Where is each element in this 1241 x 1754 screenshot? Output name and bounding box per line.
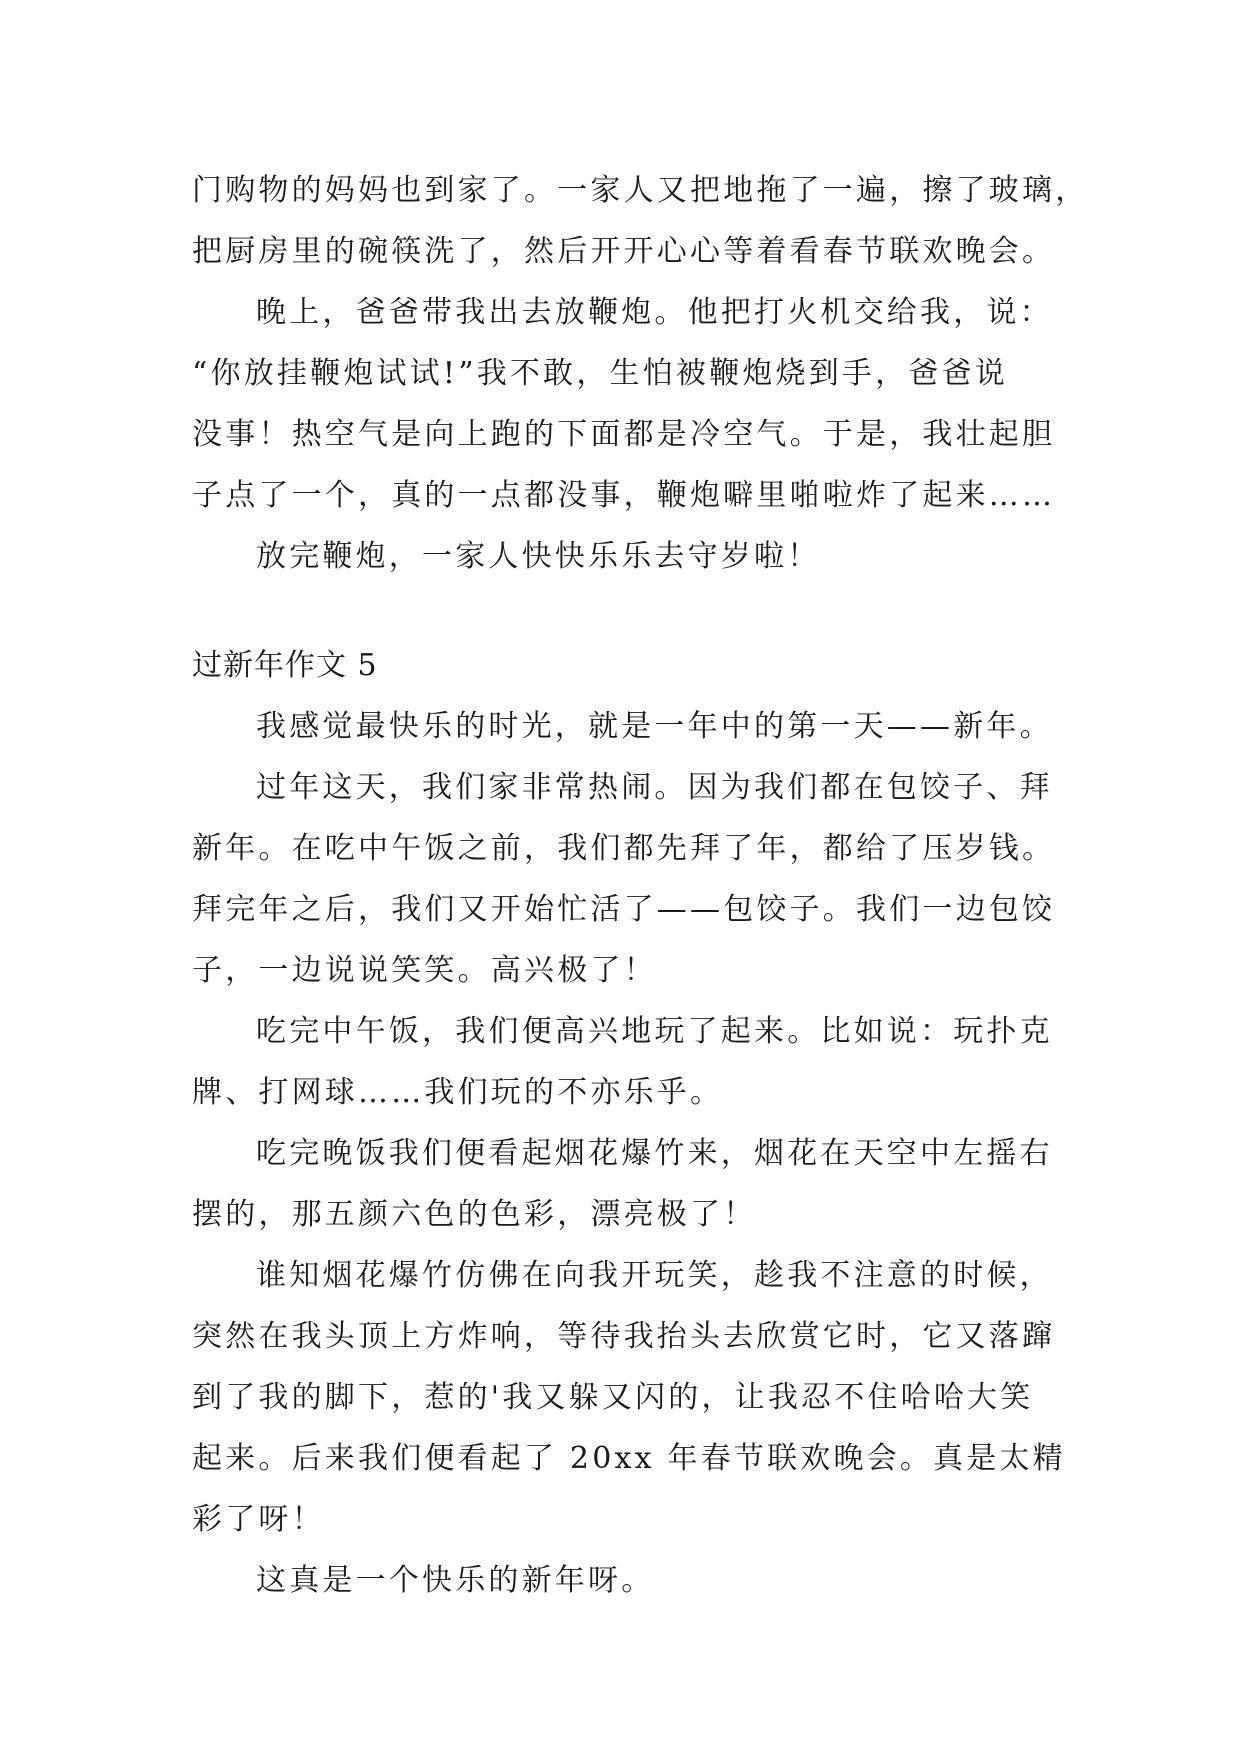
paragraph-start: 这真是一个快乐的新年呀。 [256, 1563, 655, 1598]
text-line: 摆的，那五颜六色的色彩，漂亮极了！ [192, 1197, 757, 1232]
paragraph-start: 晚上，爸爸带我出去放鞭炮。他把打火机交给我，说： [256, 295, 1053, 330]
text-line: 没事！热空气是向上跑的下面都是冷空气。于是，我壮起胆 [192, 417, 1056, 452]
text-line: 新年。在吃中午饭之前，我们都先拜了年，都给了压岁钱。 [192, 831, 1056, 866]
paragraph-start: 吃完晚饭我们便看起烟花爆竹来，烟花在天空中左摇右 [256, 1136, 1053, 1171]
text-line: 子，一边说说笑笑。高兴极了！ [192, 953, 657, 988]
text-line: 牌、打网球……我们玩的不亦乐乎。 [192, 1075, 724, 1110]
paragraph-start: 吃完中午饭，我们便高兴地玩了起来。比如说：玩扑克 [256, 1014, 1053, 1049]
text-line: 到了我的脚下，惹的'我又躲又闪的，让我忍不住哈哈大笑 [192, 1380, 1034, 1415]
text-line: 子点了一个，真的一点都没事，鞭炮噼里啪啦炸了起来…… [192, 478, 1056, 513]
paragraph-start: 放完鞭炮，一家人快快乐乐去守岁啦！ [256, 539, 821, 574]
text-line: 拜完年之后，我们又开始忙活了——包饺子。我们一边包饺 [192, 892, 1056, 927]
text-line: 突然在我头顶上方炸响，等待我抬头去欣赏它时，它又落蹿 [192, 1319, 1056, 1354]
text-line: 把厨房里的碗筷洗了，然后开开心心等着看春节联欢晚会。 [192, 234, 1056, 269]
paragraph-start: 谁知烟花爆竹仿佛在向我开玩笑，趁我不注意的时候， [256, 1258, 1053, 1293]
paragraph-start: 过年这天，我们家非常热闹。因为我们都在包饺子、拜 [256, 770, 1053, 805]
text-line: 门购物的妈妈也到家了。一家人又把地拖了一遍，擦了玻璃， [192, 173, 1089, 208]
paragraph-start: 我感觉最快乐的时光，就是一年中的第一天——新年。 [256, 709, 1053, 744]
text-line: 起来。后来我们便看起了 20xx 年春节联欢晚会。真是太精 [192, 1441, 1066, 1476]
section-title: 过新年作文 5 [192, 648, 378, 683]
text-line: 彩了呀！ [192, 1502, 325, 1537]
document-body [192, 160, 1089, 1611]
text-line: “你放挂鞭炮试试!”我不敢，生怕被鞭炮烧到手，爸爸说 [192, 356, 1008, 391]
